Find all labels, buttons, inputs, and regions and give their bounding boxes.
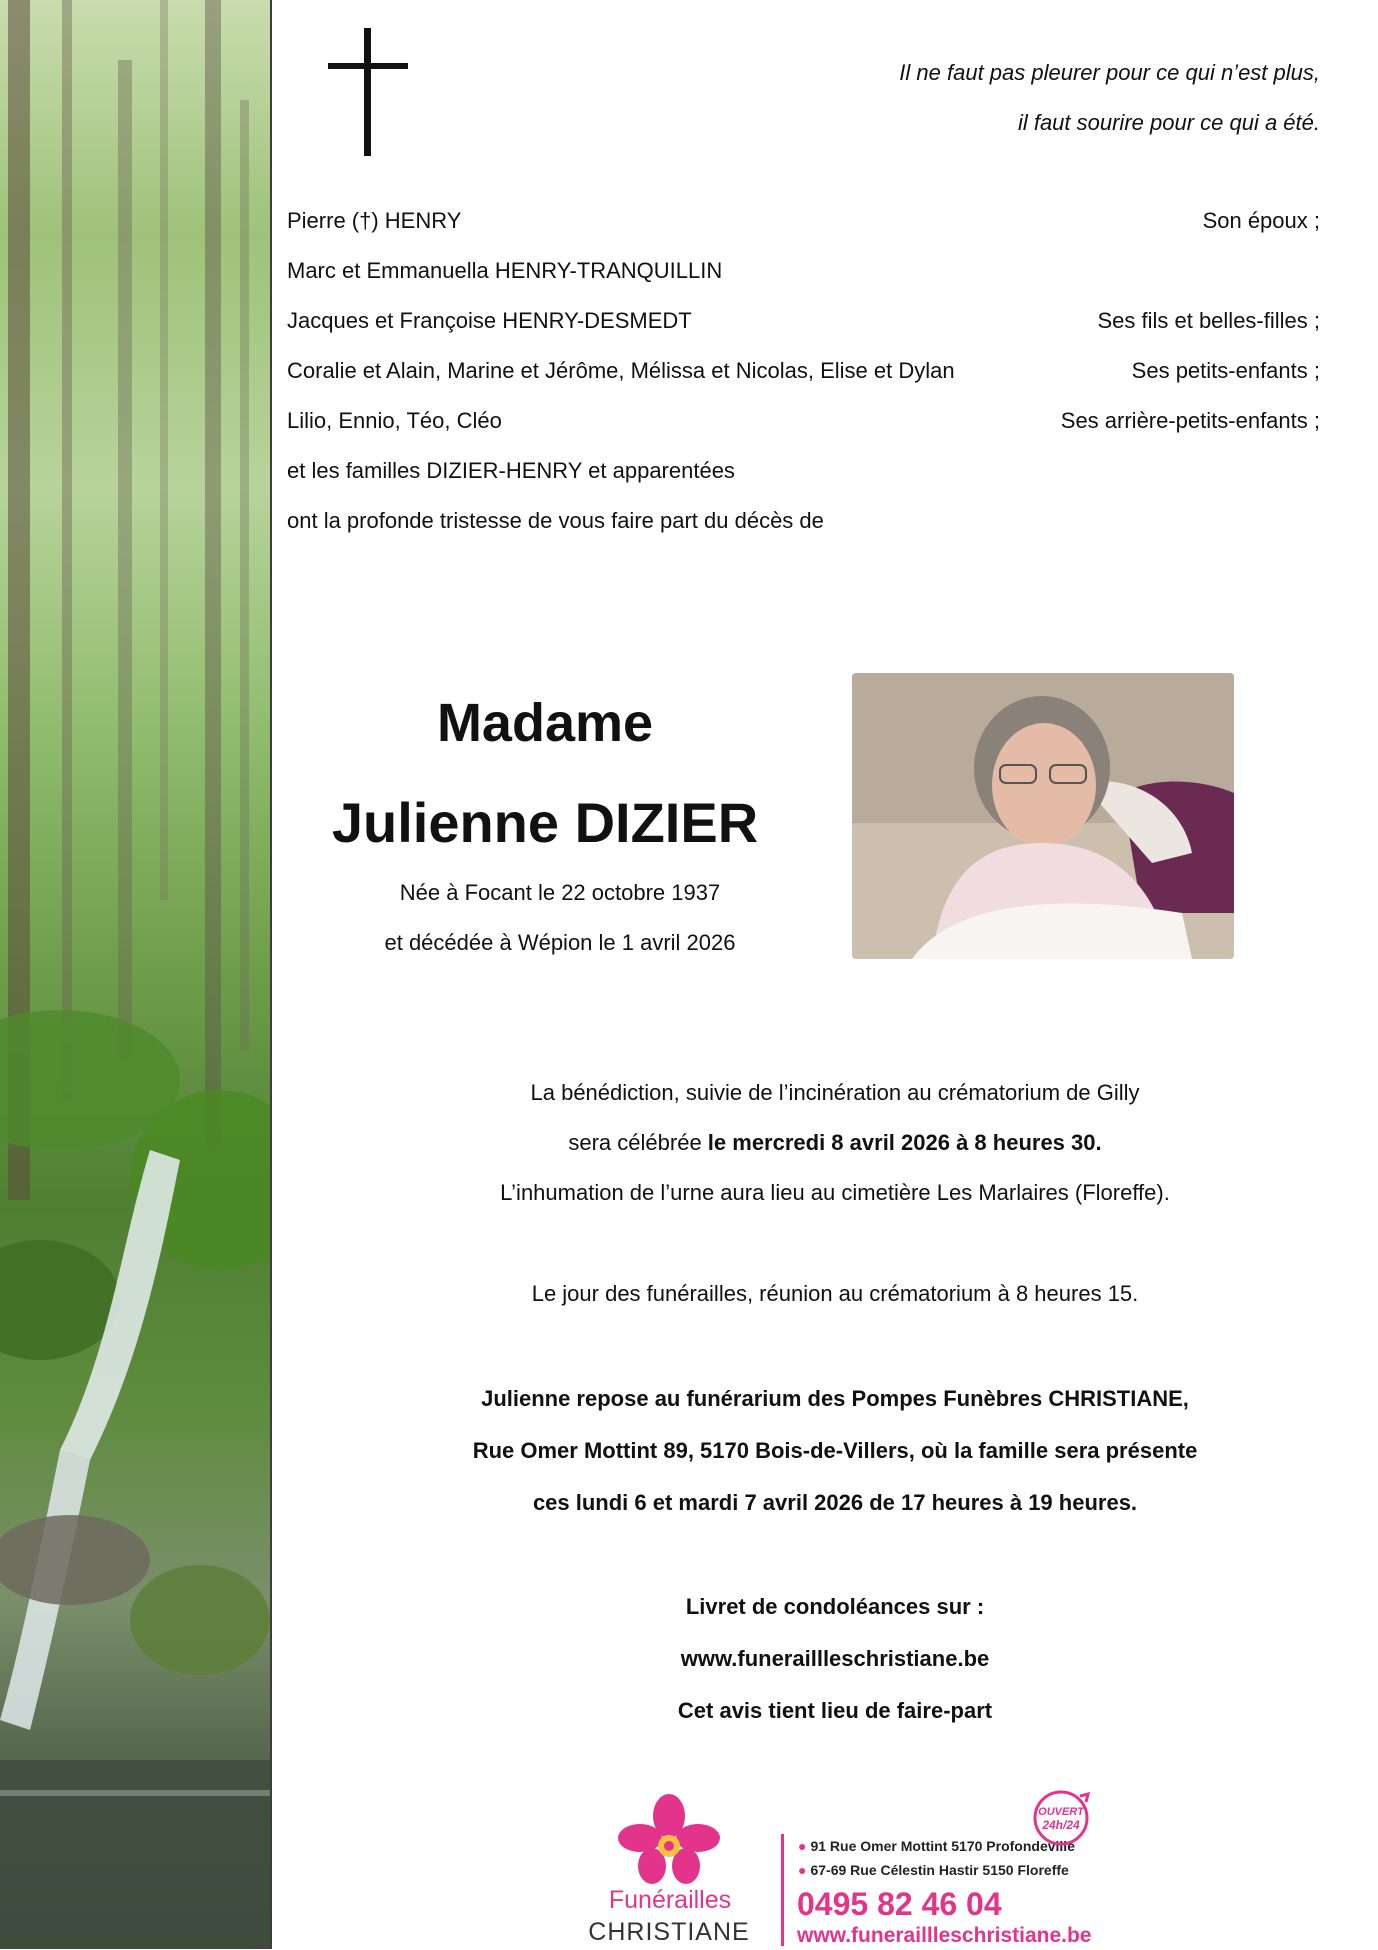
family-relation: Ses fils et belles-filles ; [1097, 308, 1320, 333]
family-names: ont la profonde tristesse de vous faire part du décès de [287, 508, 824, 533]
quote-line-2: il faut sourire pour ce qui a été. [1017, 110, 1320, 135]
phone-number[interactable]: 0495 82 46 04 [797, 1886, 1002, 1922]
brand-name-line-1: Funérailles [608, 1886, 732, 1914]
ceremony-line-4: Le jour des funérailles, réunion au crématorium à 8 heures 15. [531, 1281, 1139, 1306]
location-pin-icon: ● [798, 1862, 807, 1878]
family-row [287, 208, 1320, 238]
ceremony-line-1: La bénédiction, suivie de l’incinération au crématorium de Gilly [530, 1080, 1140, 1105]
location-pin-icon: ● [798, 1838, 807, 1854]
badge-line-2: 24h/24 [1042, 1818, 1080, 1832]
family-names: et les familles DIZIER-HENRY et apparentées [287, 458, 735, 483]
address-1-text: 91 Rue Omer Mottint 5170 Profondeville [810, 1838, 1075, 1854]
faire-part-note: Cet avis tient lieu de faire-part [677, 1698, 993, 1723]
visitation-line-1: Julienne repose au funérarium des Pompes Funèbres CHRISTIANE, [481, 1386, 1189, 1411]
cross-icon [328, 28, 408, 156]
brand-name-line-2: CHRISTIANE [588, 1918, 750, 1946]
family-row [287, 508, 1320, 538]
address-2 [798, 1862, 1069, 1878]
family-row [287, 308, 1320, 338]
family-row [287, 408, 1320, 438]
open-24h-badge [1028, 1788, 1094, 1848]
family-names: Coralie et Alain, Marine et Jérôme, Mélissa et Nicolas, Elise et Dylan [287, 358, 955, 383]
website-link[interactable]: www.funeraillleschristiane.be [797, 1924, 1092, 1947]
contact-divider [781, 1834, 784, 1946]
address-2-text: 67-69 Rue Célestin Hastir 5150 Floreffe [810, 1862, 1069, 1878]
visitation-line-2: Rue Omer Mottint 89, 5170 Bois-de-Villers, où la famille sera présente [472, 1438, 1198, 1463]
family-row [287, 458, 1320, 488]
family-names: Pierre (†) HENRY [287, 208, 462, 233]
ceremony-line-2 [400, 1130, 1270, 1156]
family-names: Lilio, Ennio, Téo, Cléo [287, 408, 502, 433]
deceased-title: Madame [436, 693, 654, 753]
birth-info: Née à Focant le 22 octobre 1937 [399, 880, 721, 905]
page-divider [270, 0, 272, 1949]
death-info: et décédée à Wépion le 1 avril 2026 [384, 930, 736, 955]
badge-line-1: OUVERT [1038, 1806, 1084, 1818]
family-names: Jacques et Françoise HENRY-DESMEDT [287, 308, 692, 333]
family-relation: Son époux ; [1202, 208, 1320, 233]
deceased-name: Julienne DIZIER [331, 791, 759, 854]
quote-line-1: Il ne faut pas pleurer pour ce qui n’est plus, [899, 60, 1320, 85]
family-relation: Ses petits-enfants ; [1131, 358, 1320, 383]
ceremony-date: le mercredi 8 avril 2026 à 8 heures 30. [707, 1130, 1102, 1155]
family-row [287, 358, 1320, 388]
family-names: Marc et Emmanuella HENRY-TRANQUILLIN [287, 258, 723, 283]
family-row [287, 258, 1320, 288]
condolences-label: Livret de condoléances sur : [685, 1594, 985, 1619]
forest-side-image [0, 0, 270, 1949]
visitation-line-3: ces lundi 6 et mardi 7 avril 2026 de 17 heures à 19 heures. [532, 1490, 1138, 1515]
ceremony-line-3: L’inhumation de l’urne aura lieu au cimetière Les Marlaires (Floreffe). [500, 1180, 1170, 1205]
condolences-url[interactable]: www.funeraillleschristiane.be [680, 1646, 990, 1671]
ceremony-line-2-prefix: sera célébrée [568, 1130, 708, 1155]
deceased-photo [852, 673, 1234, 959]
family-relation: Ses arrière-petits-enfants ; [1060, 408, 1320, 433]
